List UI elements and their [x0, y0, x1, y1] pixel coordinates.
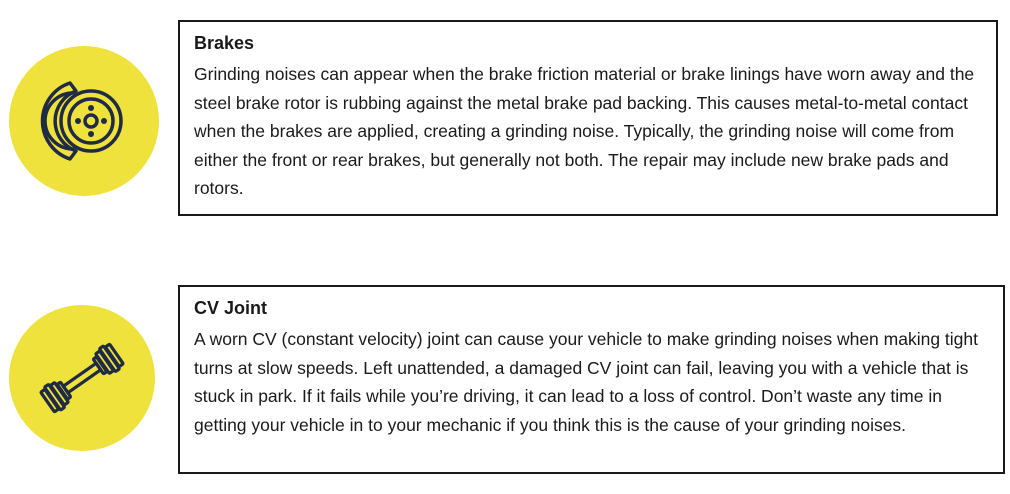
brake-disc-icon [34, 71, 134, 171]
cv-joint-card [178, 285, 1005, 474]
cv-joint-icon-badge [9, 305, 155, 451]
cv-joint-icon [32, 328, 132, 428]
brakes-description: Grinding noises can appear when the brake friction material or brake linings have worn away and the steel brake rotor is rubbing against the metal brake pad backing. This causes metal-to-metal contact when the brakes are applied, creating a grinding noise. Typically, the grinding noise will come from either the front or rear brakes, but generally not both. The repair may include new brake pads and rotors. [194, 64, 975, 198]
brakes-title: Brakes [194, 33, 255, 53]
brakes-icon-badge [9, 46, 159, 196]
cv-joint-description: A worn CV (constant velocity) joint can cause your vehicle to make grinding noises when making tight turns at slow speeds. Left unattended, a damaged CV joint can fail, leaving you with a vehicle that is stuck in park. If it fails while you’re driving, it can lead to a loss of control. Don’t waste any time in getting your vehicle in to your mechanic if you think this is the cause of your grinding noises. [194, 329, 979, 435]
brakes-card [178, 20, 998, 216]
cv-joint-title: CV Joint [194, 298, 268, 318]
